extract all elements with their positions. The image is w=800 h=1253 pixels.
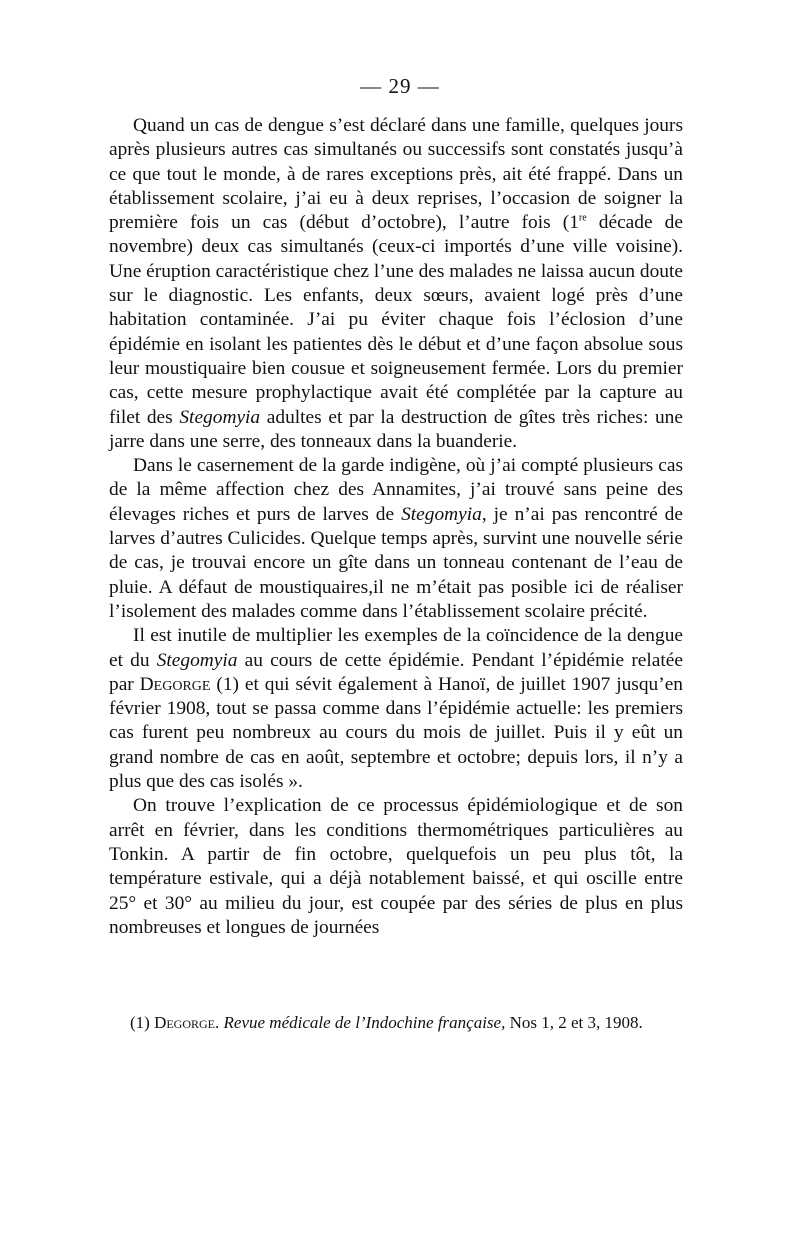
body-text xyxy=(109,114,683,940)
footnote-author: Degorge. xyxy=(154,1013,220,1032)
paragraph-2-text-b: , je n’ai pas rencontré de larves d’autres Culicides. Quelque temps après, survint une nouvelle série de cas, je trouvai encore un gîte dans un tonneau contenant de l’eau de pluie. A défaut de moustiquaires,il ne m’était pas posible ici de réaliser l’isolement des malades comme dans l’établissement scolaire précité. xyxy=(109,503,683,622)
footnote-journal-title: Revue médicale de l’Indochine française, xyxy=(219,1013,506,1032)
paragraph-3-text-c: (1) et qui sévit également à Hanoï, de juillet 1907 jusqu’en février 1908, tout se passa comme dans l’épidémie actuelle: les premiers cas furent peu nombreux au cours du mois de juillet. Puis il y eût un grand nombre de cas en août, septembre et octobre; depuis lors, il n’y a plus que des cas isolés ». xyxy=(109,673,683,793)
paragraph-3-text-b: au cours de cette épidémie. Pendant l’épidémie relatée par xyxy=(109,649,683,695)
paragraph-2 xyxy=(109,454,683,624)
genus-name-italic: Stegomyia xyxy=(401,503,482,525)
superscript-re: re xyxy=(578,212,587,224)
genus-name-italic: Stegomyia xyxy=(179,406,261,428)
paragraph-4: On trouve l’explication de ce processus épidémiologique et de son arrêt en février, dans les conditions thermométriques particulières au Tonkin. A partir de fin octobre, quelquefois un peu plus tôt, la température estivale, qui a déjà notablement baissé, et qui oscille entre 25° et 30° au milieu du jour, est coupée par des séries de plus en plus nombreuses et longues de journées xyxy=(109,795,683,938)
paragraph-3-text-a: Il est inutile de multiplier les exemples de la coïncidence de la dengue et du xyxy=(109,625,683,671)
paragraph-3 xyxy=(109,624,683,794)
author-name-smallcaps: Degorge xyxy=(139,673,211,695)
footnote xyxy=(130,1012,690,1034)
paragraph-1 xyxy=(109,114,683,454)
paragraph-1-text-a: Quand un cas de dengue s’est déclaré dans une famille, quelques jours après plusieurs autres cas simultanés ou successifs sont constatés jusqu’à ce que tout le monde, à de rares exceptions près, ait été frappé. Dans un établissement scolaire, j’ai eu à deux reprises, l’occasion de soigner la première fois un cas (début d’octobre), l’autre fois (1 xyxy=(109,115,683,234)
footnote-issue-info: Nos 1, 2 et 3, 1908. xyxy=(505,1013,643,1032)
paragraph-1-text-c: adultes et par la destruction de gîtes très riches: une jarre dans une serre, des tonneaux dans la buanderie. xyxy=(109,406,683,452)
footnote-marker: (1) xyxy=(130,1013,155,1032)
genus-name-italic: Stegomyia xyxy=(156,649,238,671)
page-number: — 29 — xyxy=(360,74,440,98)
paragraph-2-text-a: Dans le casernement de la garde indigène, où j’ai compté plusieurs cas de la même affection chez des Annamites, j’ai trouvé sans peine des élevages riches et purs de larves de xyxy=(109,455,683,525)
paragraph-1-text-b: décade de novembre) deux cas simultanés (ceux-ci importés d’une ville voisine). Une éruption caractéristique chez l’une des malades ne laissa aucun doute sur le diagnostic. Les enfants, deux sœurs, avaient logé près d’une habitation contaminée. J’ai pu éviter chaque fois l’éclosion d’une épidémie en isolant les patientes dès le début et d’une façon absolue sous leur moustiquaire bien cousue et soigneusement fermée. Lors du premier cas, cette mesure prophylactique avait été complétée par la capture au filet des xyxy=(109,212,683,428)
